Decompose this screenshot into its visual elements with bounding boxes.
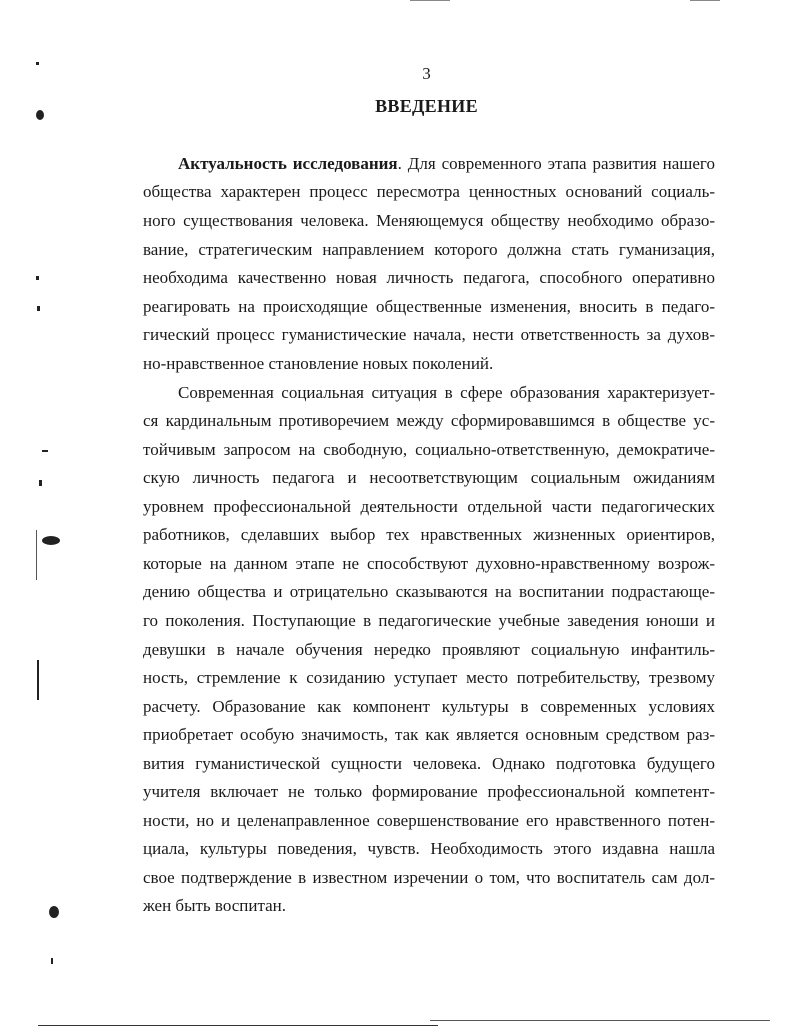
paragraph-line: Актуальность исследования. Для современного этапа развития нашего [178,154,715,173]
paragraph-line: вития гуманистической сущности человека. Однако подготовка будущего [143,754,715,773]
paragraph-lead: Актуальность исследования [178,154,398,173]
scan-artifact [42,450,48,452]
paragraph-line: ность, стремление к созиданию уступает место потребительству, трезвому [143,668,715,687]
paragraph-line: необходима качественно новая личность педагога, способного оперативно [143,268,715,287]
scan-artifact [36,276,39,280]
scan-artifact [38,1025,438,1026]
scan-artifact [37,306,40,311]
scan-artifact [42,536,60,545]
page-title: ВВЕДЕНИЕ [375,96,478,116]
paragraph-line: учителя включает не только формирование профессиональной компетент- [143,782,715,801]
paragraph-line: жен быть воспитан. [143,896,287,915]
paragraph-line: циала, культуры поведения, чувств. Необходимость этого издавна нашла [143,839,715,858]
paragraph-line: Современная социальная ситуация в сфере образования характеризует- [178,383,715,402]
paragraph-line: дению общества и отрицательно сказываются на воспитании подрастающе- [143,582,715,601]
paragraph-line: вание, стратегическим направлением которого должна стать гуманизация, [143,240,715,259]
page-number: 3 [422,64,431,83]
paragraph-line: которые на данном этапе не способствуют духовно-нравственному возрож- [143,554,715,573]
scan-artifact [690,0,720,1]
paragraph-line: скую личность педагога и несоответствующим социальным ожиданиям [143,468,715,487]
paragraph-line: девушки в начале обучения нередко проявляют социальную инфантиль- [143,640,715,659]
scan-artifact [36,530,37,580]
paragraph-line: ся кардинальным противоречием между сформировавшимся в обществе ус- [143,411,715,430]
paragraph-line: реагировать на происходящие общественные изменения, вносить в педаго- [143,297,715,316]
scan-artifact [410,0,450,1]
paragraph-line: приобретает особую значимость, так как является основным средством раз- [143,725,715,744]
paragraph-line: общества характерен процесс пересмотра ценностных оснований социаль- [143,182,715,201]
paragraph-line: уровнем профессиональной деятельности отдельной части педагогических [143,497,715,516]
paragraph-line: работников, сделавших выбор тех нравственных жизненных ориентиров, [143,525,715,544]
scan-artifact [430,1020,770,1021]
paragraph-line: гический процесс гуманистические начала, нести ответственность за духов- [143,325,715,344]
scan-artifact [37,660,39,700]
scan-artifact [39,480,42,486]
paragraph-line: тойчивым запросом на свободную, социально-ответственную, демократиче- [143,440,715,459]
paragraph-line: ного существования человека. Меняющемуся обществу необходимо образо- [143,211,715,230]
paragraph-line: свое подтверждение в известном изречении о том, что воспитатель сам дол- [143,868,715,887]
scan-artifact [51,958,53,964]
paragraph-line: расчету. Образование как компонент культуры в современных условиях [143,697,715,716]
scan-artifact [49,906,59,918]
paragraph-line: го поколения. Поступающие в педагогические учебные заведения юноши и [143,611,715,630]
paragraph-line: но-нравственное становление новых поколений. [143,354,494,373]
paragraph-line: ности, но и целенаправленное совершенствование его нравственного потен- [143,811,715,830]
